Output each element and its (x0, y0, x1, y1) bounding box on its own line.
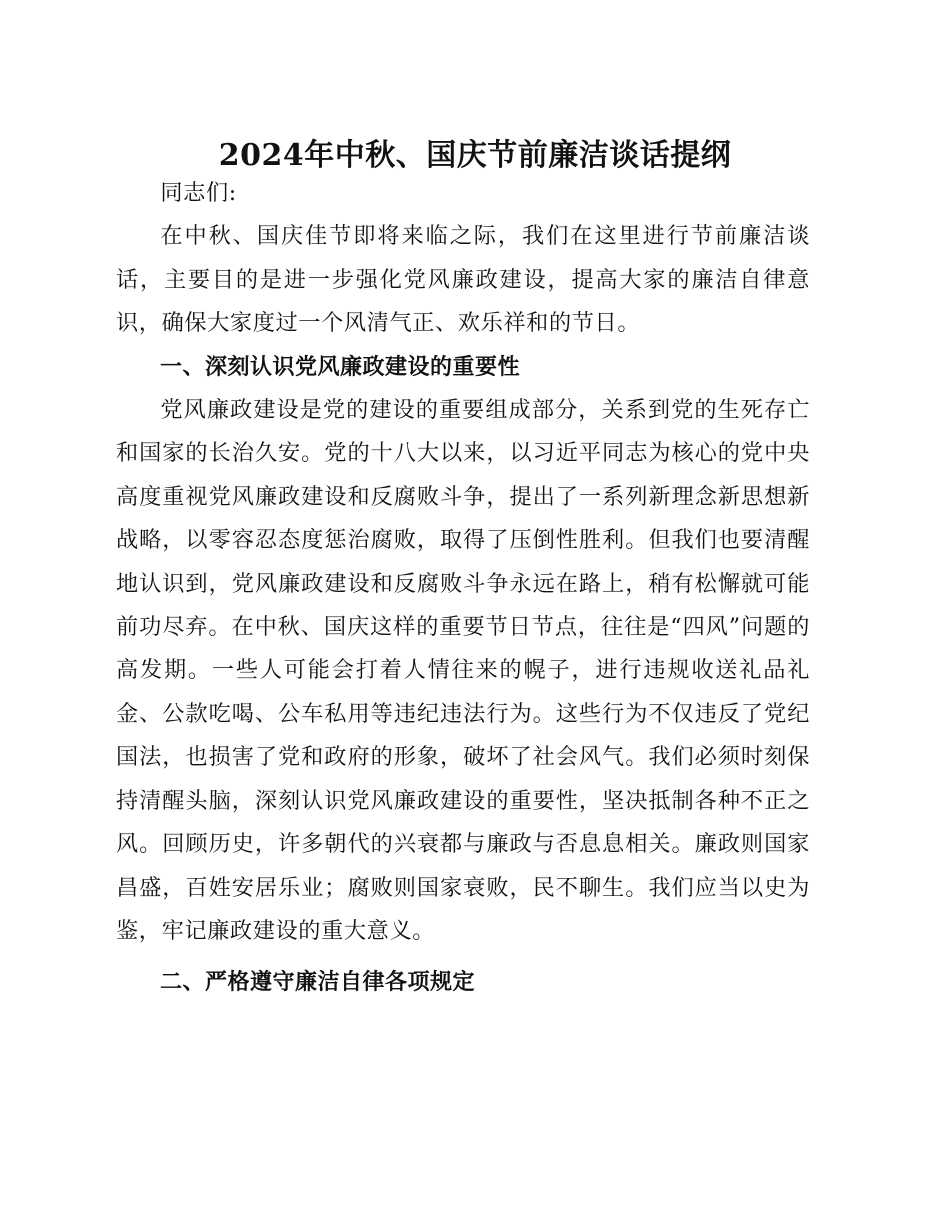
section-spacer (116, 953, 810, 961)
salutation: 同志们: (160, 180, 237, 206)
document-body (116, 172, 810, 1005)
intro-paragraph: 在中秋、国庆佳节即将来临之际，我们在这里进行节前廉洁谈话，主要目的是进一步强化党风廉政建设，提高大家的廉洁自律意识，确保大家度过一个风清气正、欢乐祥和的节日。 (116, 223, 810, 337)
section-2-heading: 二、严格遵守廉洁自律各项规定 (160, 970, 476, 996)
section-1-heading: 一、深刻认识党风廉政建设的重要性 (160, 354, 521, 380)
section-1-paragraph: 党风廉政建设是党的建设的重要组成部分，关系到党的生死存亡和国家的长治久安。党的十八大以来，以习近平同志为核心的党中央高度重视党风廉政建设和反腐败斗争，提出了一系列新理念新思想新战略，以零容忍态度惩治腐败，取得了压倒性胜利。但我们也要清醒地认识到，党风廉政建设和反腐败斗争永远在路上，稍有松懈就可能前功尽弃。在中秋、国庆这样的重要节日节点，往往是“四风”问题的高发期。一些人可能会打着人情往来的幌子，进行违规收送礼品礼金、公款吃喝、公车私用等违纪违法行为。这些行为不仅违反了党纪国法，也损害了党和政府的形象，破坏了社会风气。我们必须时刻保持清醒头脑，深刻认识党风廉政建设的重要性，坚决抵制各种不正之风。回顾历史，许多朝代的兴衰都与廉政与否息息相关。廉政则国家昌盛，百姓安居乐业；腐败则国家衰败，民不聊生。我们应当以史为鉴，牢记廉政建设的重大意义。 (116, 397, 810, 944)
document-title: 2024年中秋、国庆节前廉洁谈话提纲 (218, 138, 732, 173)
